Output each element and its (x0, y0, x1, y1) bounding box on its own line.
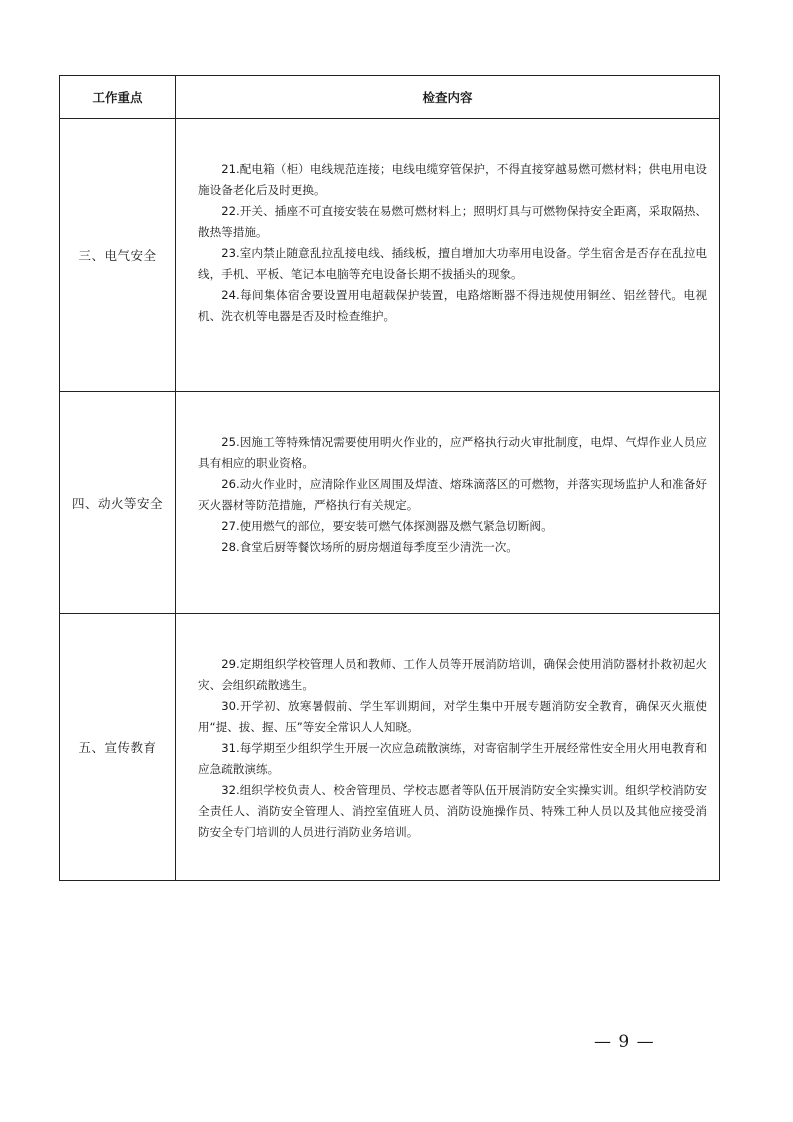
check-item: 24.每间集体宿舍要设置用电超载保护装置，电路熔断器不得违规使用铜丝、铝丝替代。电视机、洗衣机等电器是否及时检查维护。 (198, 288, 707, 323)
check-item: 31.每学期至少组织学生开展一次应急疏散演练，对寄宿制学生开展经常性安全用火用电教育和应急疏散演练。 (198, 741, 707, 776)
table-row (60, 614, 720, 881)
check-item: 30.开学初、放寒暑假前、学生军训期间，对学生集中开展专题消防安全教育，确保灭火瓶使用“提、拔、握、压”等安全常识人人知晓。 (198, 699, 707, 734)
content-cell (176, 614, 720, 881)
check-item: 29.定期组织学校管理人员和教师、工作人员等开展消防培训，确保会使用消防器材扑救初起火灾、会组织疏散逃生。 (198, 657, 707, 692)
category-cell: 五、宣传教育 (60, 614, 176, 881)
check-item: 27.使用燃气的部位，要安装可燃气体探测器及燃气紧急切断阀。 (221, 519, 553, 533)
check-item: 32.组织学校负责人、校舍管理员、学校志愿者等队伍开展消防安全实操实训。组织学校消防安全责任人、消防安全管理人、消控室值班人员、消防设施操作员、特殊工种人员以及其他应接受消防安全专门培训的人员进行消防业务培训。 (198, 783, 707, 839)
check-item: 28.食堂后厨等餐饮场所的厨房烟道每季度至少清洗一次。 (221, 540, 518, 554)
check-item: 25.因施工等特殊情况需要使用明火作业的，应严格执行动火审批制度，电焊、气焊作业人员应具有相应的职业资格。 (198, 435, 707, 470)
table-header-row (60, 76, 720, 119)
table-row (60, 392, 720, 614)
check-item: 22.开关、插座不可直接安装在易燃可燃材料上；照明灯具与可燃物保持安全距离，采取隔热、散热等措施。 (198, 204, 707, 239)
check-item: 26.动火作业时，应清除作业区周围及焊渣、熔珠滴落区的可燃物，并落实现场监护人和准备好灭火器材等防范措施，严格执行有关规定。 (198, 477, 707, 512)
category-cell: 三、电气安全 (60, 119, 176, 392)
category-cell: 四、动火等安全 (60, 392, 176, 614)
check-item: 21.配电箱（柜）电线规范连接；电线电缆穿管保护，不得直接穿越易燃可燃材料；供电用电设施设备老化后及时更换。 (198, 162, 707, 197)
page-number: — 9 — (594, 1032, 655, 1052)
check-item: 23.室内禁止随意乱拉乱接电线、插线板，擅自增加大功率用电设备。学生宿舍是否存在乱拉电线，手机、平板、笔记本电脑等充电设备长期不拔插头的现象。 (198, 246, 707, 281)
content-cell (176, 119, 720, 392)
header-content: 检查内容 (176, 76, 720, 119)
header-category: 工作重点 (60, 76, 176, 119)
table-row (60, 119, 720, 392)
content-cell (176, 392, 720, 614)
inspection-table (59, 75, 720, 881)
